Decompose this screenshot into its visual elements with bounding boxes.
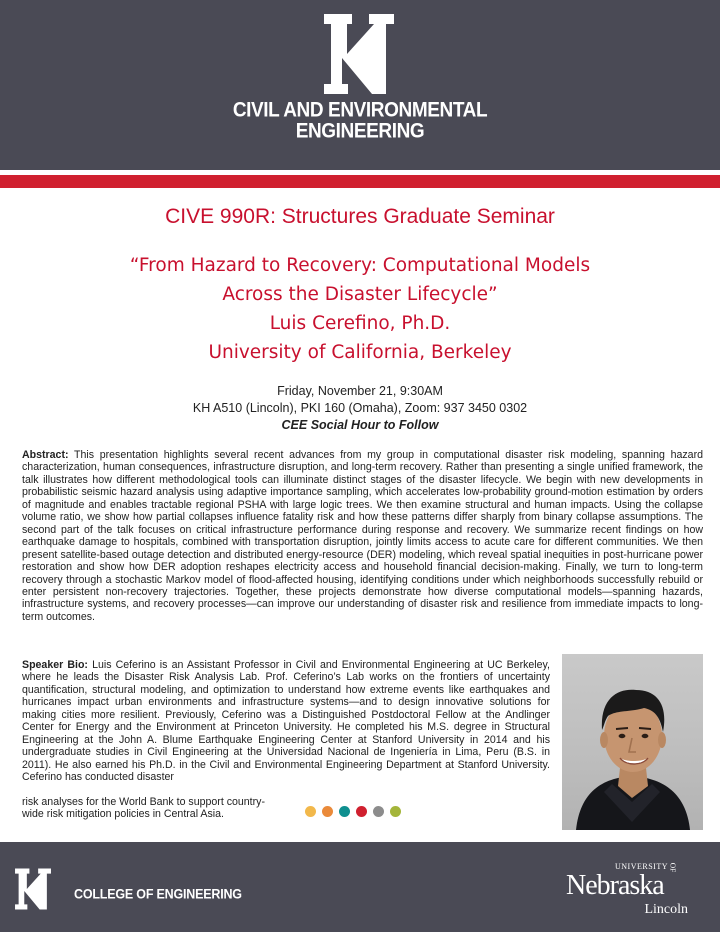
unl-wordmark	[566, 862, 696, 926]
red-divider-bar	[0, 175, 720, 188]
bio-label: Speaker Bio:	[22, 659, 88, 671]
gray-dot	[373, 806, 384, 817]
bio-tail-line-1: risk analyses for the World Bank to support country-	[22, 796, 265, 808]
talk-title-line-1: “From Hazard to Recovery: Computational Models	[129, 255, 591, 276]
decorative-dot-row	[305, 806, 401, 817]
abstract-text: This presentation highlights several recent advances from my group in computational disaster risk modeling, spanning hazard characterization, human consequences, infrastructure disruption, and long-term recovery. Rather than presenting a single unified framework, the talk illustrates how different methodological tools can illuminate distinct stages of the disaster lifecycle. We begin with new developments in probabilistic seismic hazard analysis using adaptive importance sampling, which accelerates low-probability ground-motion estimation by orders of magnitude and enables tractable regional PSHA with large logic trees. We then examine structural and human impacts. Using the collapse volume ratio, we show how partial collapses influence fatality risk and how these patterns differ sharply from binary collapse assumptions. The second part of the talk focuses on critical infrastructure performance during response and recovery. We summarize recent findings on how earthquake damage to hospitals, combined with transportation disruption, jointly limits access to acute care for different communities. We then present satellite-based outage detection and distributed energy-resource (DER) modeling, which reveal spatial inequities in post-hurricane power restoration and show how DER adoption reshapes electricity access and household financial decision-making. Finally, we turn to long-term recovery through a stochastic Markov model of flood-affected housing, identifying conditions under which neighborhoods successfully rebuild or enter persistent non-recovery trajectories. Together, these projects demonstrate how diverse computational models—spanning hazards, infrastructure systems, and recovery processes—can improve our understanding of disaster risk and resilience from immediate impacts to long-term outcomes.	[22, 449, 703, 623]
event-location: KH A510 (Lincoln), PKI 160 (Omaha), Zoom: 937 3450 0302	[192, 401, 528, 415]
teal-dot	[339, 806, 350, 817]
green-dot	[390, 806, 401, 817]
nebraska-n-logo-icon	[322, 12, 396, 96]
bio-tail-line-2: wide risk mitigation policies in Central Asia.	[22, 808, 224, 821]
talk-title-line-2: Across the Disaster Lifecycle”	[222, 284, 498, 305]
unl-university-text: UNIVERSITY	[615, 862, 668, 871]
red-dot	[356, 806, 367, 817]
speaker-affiliation: University of California, Berkeley	[208, 342, 512, 363]
yellow-dot	[305, 806, 316, 817]
social-hour-note: CEE Social Hour to Follow	[281, 418, 439, 432]
unl-lincoln-text: Lincoln	[644, 902, 688, 917]
event-datetime: Friday, November 21, 9:30AM	[277, 384, 443, 398]
speaker-portrait-photo	[562, 654, 703, 830]
college-of-engineering-label: COLLEGE OF ENGINEERING	[74, 886, 242, 902]
department-name-line-2: ENGINEERING	[295, 119, 425, 144]
course-title: CIVE 990R: Structures Graduate Seminar	[165, 205, 555, 228]
speaker-bio-paragraph	[22, 659, 550, 784]
unl-nebraska-text: Nebraska	[566, 870, 664, 901]
footer-banner	[0, 842, 720, 932]
abstract-paragraph	[22, 449, 703, 623]
abstract-label: Abstract:	[22, 449, 69, 461]
speaker-name: Luis Cerefino, Ph.D.	[269, 313, 451, 334]
department-name-line-1: CIVIL AND ENVIRONMENTAL	[232, 98, 488, 123]
orange-dot	[322, 806, 333, 817]
bio-text: Luis Ceferino is an Assistant Professor in Civil and Environmental Engineering at UC Berkeley, where he leads the Disaster Risk Analysis Lab. Prof. Ceferino’s Lab works on the frontiers of uncertainty quantification, structural modeling, and optimization to understand how extreme events like earthquakes and hurricanes impact urban environments and infrastructure systems—and to design innovative solutions for making cities more resilient. Previously, Ceferino was a Distinguished Postdoctoral Fellow at the Andlinger Center for Energy and the Environment at Princeton University. He completed his M.S. degree in Structural Engineering at the John A. Blume Earthquake Engineering Center at Stanford University in 2014 and his undergraduate studies in Civil Engineering at the Universidad Nacional de Ingeniería in Lima, Peru (B.S. in 2011). He also earned his Ph.D. in the Civil and Environmental Engineering Department at Stanford University. Ceferino has conducted disaster	[22, 659, 550, 784]
header-banner	[0, 0, 720, 170]
unl-of-text: OF	[668, 862, 678, 873]
speaker-portrait-icon	[562, 654, 703, 830]
footer-nebraska-n-logo-icon	[14, 867, 52, 911]
speaker-bio-tail	[22, 796, 312, 821]
